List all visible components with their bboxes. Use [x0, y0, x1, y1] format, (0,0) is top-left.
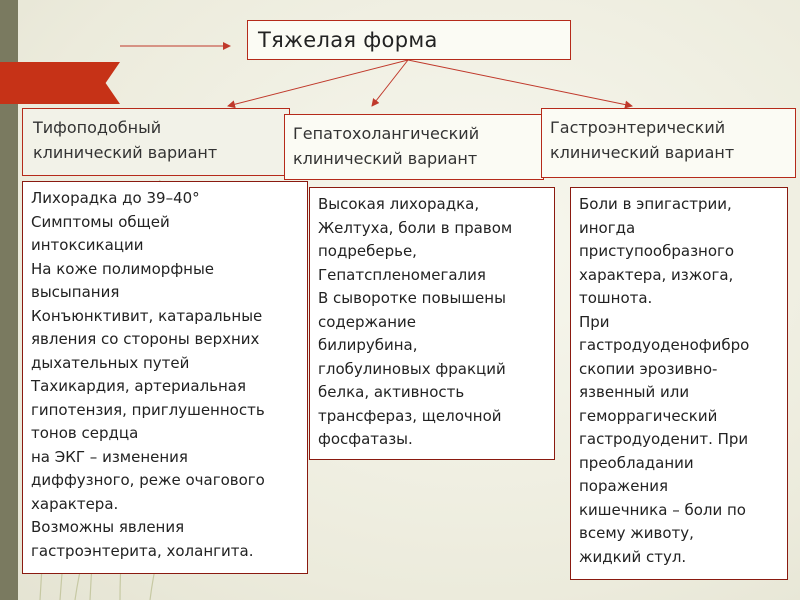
arrow-to-variant-3 [408, 60, 632, 106]
variant-heading-line2: клинический вариант [33, 143, 218, 162]
variant-heading-typhoid [22, 108, 290, 176]
variant-heading-line2: клинический вариант [293, 149, 478, 168]
detail-item: Боли в эпигастрии, иногда приступообразного характера, изжога, тошнота. [579, 195, 735, 307]
variant-details-hepatocholangic [309, 187, 555, 460]
detail-item: Высокая лихорадка, Желтуха, боли в правом подреберье, Гепатспленомегалия [318, 195, 513, 284]
variant-heading-line1: Гастроэнтерический [550, 118, 726, 137]
detail-item: На коже полиморфные высыпания [31, 259, 215, 301]
title-box [247, 20, 571, 60]
detail-item: Тахикардия, артериальная гипотензия, приглушенность тонов сердца [31, 377, 265, 442]
arrow-to-variant-1 [228, 60, 408, 106]
variant-heading-line2: клинический вариант [550, 143, 735, 162]
detail-item: Конъюнктивит, катаральные явления со стороны верхних дыхательных путей [31, 306, 263, 372]
variant-heading-hepatocholangic [284, 114, 544, 180]
variant-details-typhoid [22, 181, 308, 574]
detail-item: В сыворотке повышены содержание билирубина, глобулиновых фракций белка, активность трансфераз, щелочной фосфатазы. [318, 289, 506, 448]
variant-heading-line1: Тифоподобный [33, 118, 162, 137]
detail-item: на ЭКГ – изменения диффузного, реже очагового характера. [31, 447, 265, 513]
detail-item: Возможны явления гастроэнтерита, холангита. [31, 518, 254, 560]
page-title: Тяжелая форма [258, 28, 438, 52]
detail-item: При гастродуоденофибро скопии эрозивно- язвенный или геморрагический гастродуоденит. При преобладании поражения кишечника – боли по всему животу, жидкий стул. [579, 312, 750, 566]
variant-heading-gastroenteric [541, 108, 796, 178]
arrow-to-variant-2 [372, 60, 408, 106]
detail-item: Лихорадка до 39–40° [31, 189, 200, 207]
detail-item: Симптомы общей интоксикации [31, 212, 170, 254]
variant-heading-line1: Гепатохолангический [293, 124, 480, 143]
variant-details-gastroenteric [570, 187, 788, 580]
